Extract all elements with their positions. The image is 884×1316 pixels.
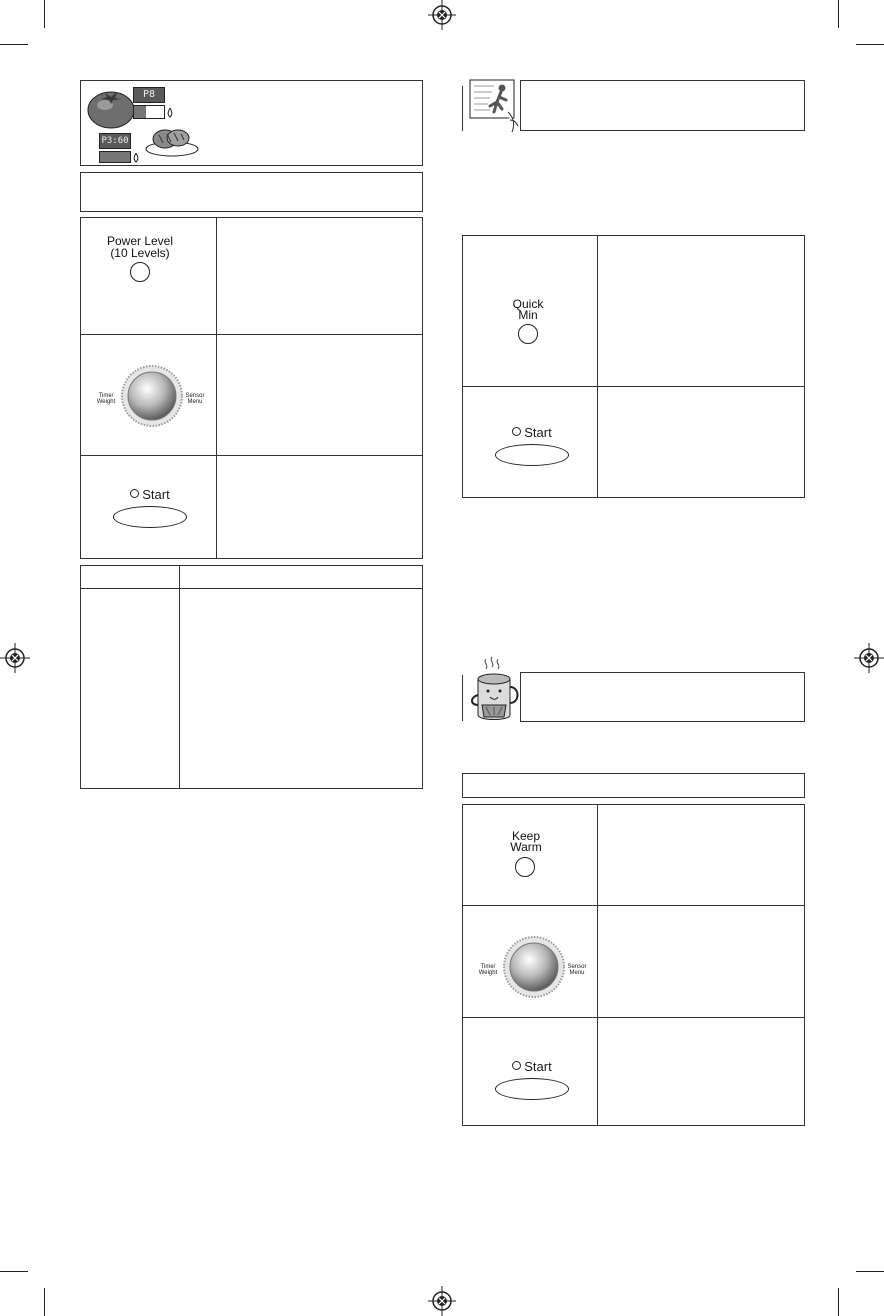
row-divider: [463, 1017, 804, 1018]
keep-warm-text-box: [520, 672, 805, 722]
start-control: [90, 487, 210, 537]
dial-knob-icon[interactable]: [502, 935, 566, 999]
power-level-label: Power Level: [106, 234, 174, 248]
bread-bowl-icon: [143, 123, 201, 159]
start-button[interactable]: [495, 444, 569, 466]
dial-left-label: Time/ Weight: [478, 964, 498, 976]
tip-text-box: [520, 80, 805, 131]
power-level-sublabel: (10 Levels): [110, 246, 170, 260]
section-heading-box: [80, 172, 423, 212]
keep-warm-steps-table: [462, 804, 805, 1126]
start-label: Start: [524, 425, 552, 440]
dial-right-label: Sensor Menu: [567, 964, 587, 976]
quick-min-label-line2: Min: [518, 308, 538, 322]
start-indicator-icon: [512, 427, 521, 436]
column-divider: [597, 236, 598, 497]
start-label: Start: [524, 1059, 552, 1074]
tip-callout: [462, 76, 805, 132]
start-indicator-icon: [512, 1061, 521, 1070]
dial-right-label: Sensor Menu: [185, 393, 205, 405]
tomato-lcd-display: P8: [133, 87, 165, 103]
power-level-steps-table: [80, 217, 423, 559]
crop-mark: [0, 44, 28, 45]
start-button[interactable]: [495, 1078, 569, 1100]
registration-mark-icon: [424, 1286, 460, 1316]
power-bar: [133, 105, 165, 119]
crop-mark: [838, 0, 839, 28]
steam-drop-icon: [167, 108, 173, 118]
bread-lcd-display: P3:60: [99, 133, 131, 149]
start-label: Start: [142, 487, 170, 502]
keep-warm-label: Keep: [511, 829, 541, 843]
steam-drop-icon: [133, 153, 139, 163]
registration-mark-icon: [0, 639, 30, 677]
row-divider: [463, 386, 804, 387]
start-control: [472, 1059, 592, 1109]
power-bar: [99, 151, 131, 163]
row-divider: [81, 334, 422, 335]
tomato-icon: [85, 85, 137, 129]
row-divider: [463, 905, 804, 906]
food-illustration-panel: [80, 80, 423, 166]
keep-warm-label-line2: Warm: [510, 840, 542, 854]
time-weight-dial[interactable]: [81, 358, 217, 438]
start-button[interactable]: [113, 506, 187, 528]
crop-mark: [856, 44, 884, 45]
start-indicator-icon: [130, 489, 139, 498]
crop-mark: [856, 1271, 884, 1272]
row-divider: [81, 455, 422, 456]
dial-knob-icon[interactable]: [120, 364, 184, 428]
quick-min-button[interactable]: [518, 324, 538, 344]
crop-mark: [838, 1288, 839, 1316]
quick-min-label: Quick: [512, 297, 544, 311]
dial-left-label: Time/ Weight: [96, 393, 116, 405]
registration-mark-icon: [424, 0, 460, 30]
keep-warm-heading-box: [462, 773, 805, 798]
crop-mark: [44, 0, 45, 28]
power-level-chart-table: [80, 565, 423, 789]
crop-mark: [44, 1288, 45, 1316]
keep-warm-callout: [462, 655, 805, 727]
header-divider: [81, 588, 422, 589]
column-divider: [179, 566, 180, 788]
power-level-button[interactable]: [130, 262, 150, 282]
running-man-icon: [466, 76, 522, 134]
time-weight-dial[interactable]: [463, 929, 599, 1009]
start-control: [472, 425, 592, 475]
registration-mark-icon: [854, 639, 884, 677]
keep-warm-button[interactable]: [515, 857, 535, 877]
warm-mug-icon: [466, 655, 526, 727]
quick-min-steps-table: [462, 235, 805, 498]
crop-mark: [0, 1271, 28, 1272]
